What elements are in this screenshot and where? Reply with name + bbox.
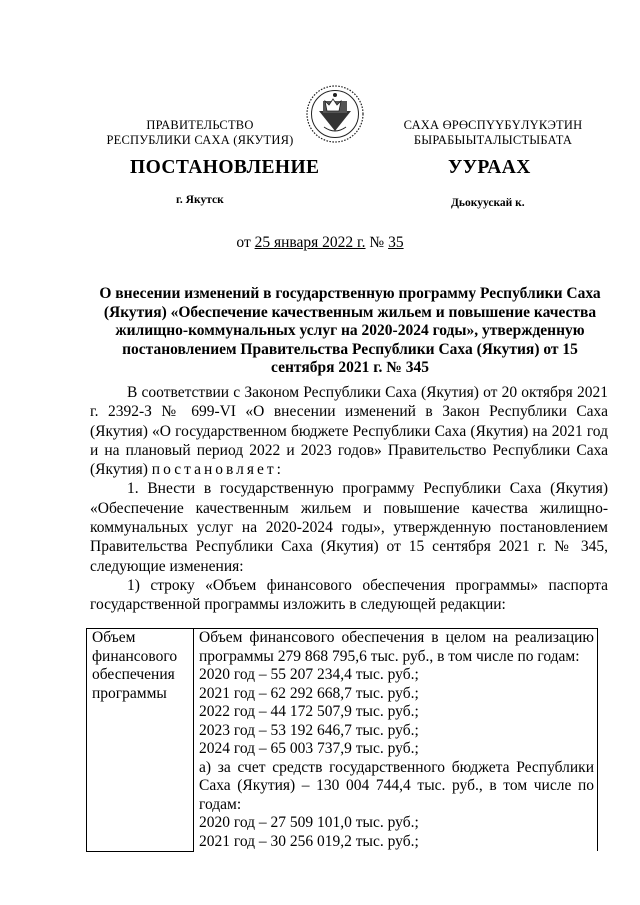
item-1-paragraph: 1. Внести в государственную программу Республики Саха (Якутия) «Обеспечение качественным жильем и повышение качества жилищно-коммунальных услуг на 2020-2024 годы», утвержденную постановлением Правительства Республики Саха (Якутия) от 15 сентября 2021 г. № 345, следующие изменения: [90,480,608,575]
document-number: 35 [388,234,404,251]
document-date: 25 января 2022 г. [254,234,366,251]
coat-of-arms-icon [305,83,365,145]
table-label-cell: Объем финансового обеспечения программы [87,629,194,852]
financing-table [86,628,598,852]
document-type-ru: ПОСТАНОВЛЕНИЕ [130,157,320,178]
budget-intro: а) за счет средств государственного бюджета Республики Саха (Якутия) – 130 004 744,4 тыс. руб., в том числе по годам: [199,758,594,813]
city-sakha: Дьокуускай к. [451,197,525,209]
document-date-line [0,234,640,252]
year-line: 2024 год – 65 003 737,9 тыс. руб.; [199,740,419,757]
financing-intro: Объем финансового обеспечения в целом на реализацию программы 279 868 795,6 тыс. руб., в том числе по годам: [199,629,594,665]
government-line-2-sakha: БЫРАБЫЫТАЛЫСТЫБАТА [413,133,573,147]
government-line-1-sakha: САХА ӨРӨСПҮҮБҮЛҮКЭТИН [403,118,583,132]
document-subject: О внесении изменений в государственную программу Республики Саха (Якутия) «Обеспечение качественным жильем и повышение качества жилищно-коммунальных услуг на 2020-2024 годы», утвержденную постановлением Правительства Республики Саха (Якутия) от 15 сентября 2021 г. № 345 [99,285,601,377]
decree-word: постановляет [151,461,277,479]
item-1-1-paragraph: 1) строку «Объем финансового обеспечения программы» паспорта государственной программы изложить в следующей редакции: [90,576,608,614]
number-sign: № [369,234,385,251]
city-ru: г. Якутск [176,194,224,206]
preamble-text: В соответствии с Законом Республики Саха (Якутия) от 20 октября 2021 г. 2392-З № 699-VI «О внесении изменений в Закон Республики Саха (Якутия) «О государственном бюджете Республики Саха (Якутия) на 2021 год и на плановый период 2022 и 2023 годов» Правительство Республики Саха (Якутия) [90,384,608,479]
year-line: 2020 год – 55 207 234,4 тыс. руб.; [199,666,419,683]
document-type-sakha: УУРААХ [448,157,531,178]
preamble-paragraph [90,383,608,479]
year-line: 2023 год – 53 192 646,7 тыс. руб.; [199,721,419,739]
table-row [87,629,598,852]
government-name-sakha [378,118,608,148]
decree-colon: : [276,461,281,479]
document-body [90,383,608,615]
table-value-cell [194,629,598,852]
year-line: 2022 год – 44 172 507,9 тыс. руб.; [199,703,419,720]
budget-year-line: 2021 год – 30 256 019,2 тыс. руб.; [199,832,419,850]
budget-year-line: 2020 год – 27 509 101,0 тыс. руб.; [199,814,419,831]
government-line-2: РЕСПУБЛИКИ САХА (ЯКУТИЯ) [106,133,294,147]
date-prefix: от [236,234,251,251]
year-line: 2021 год – 62 292 668,7 тыс. руб.; [199,684,419,702]
government-name-ru [100,118,300,148]
government-line-1: ПРАВИТЕЛЬСТВО [146,118,254,132]
